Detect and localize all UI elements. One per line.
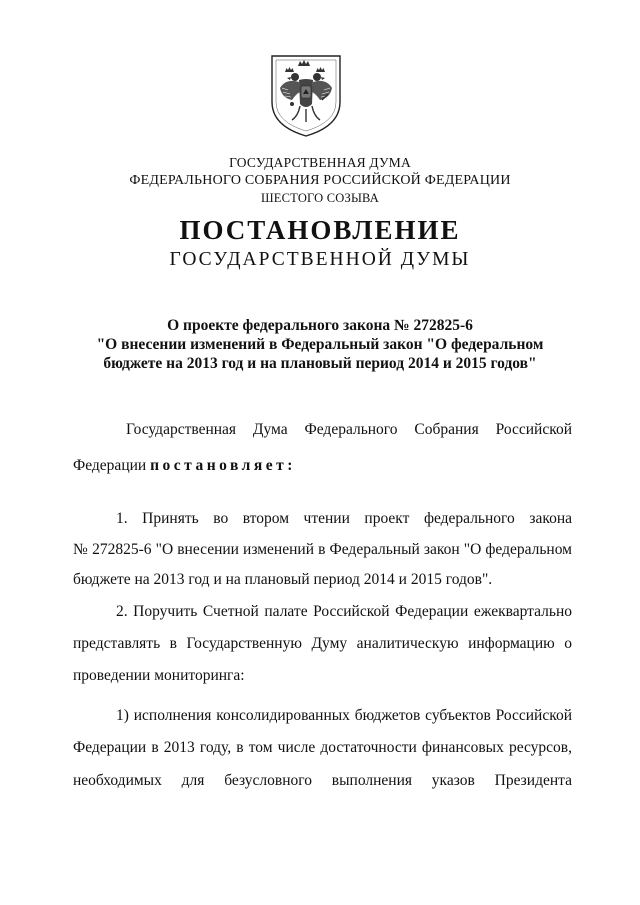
paragraph-line: 1. Принять во втором чтении проект федерального закона bbox=[116, 510, 572, 527]
document-subject bbox=[60, 316, 580, 373]
paragraph-line: необходимых для безусловного выполнения указов Президента bbox=[73, 772, 572, 789]
subject-line: О проекте федерального закона № 272825-6 bbox=[167, 317, 473, 334]
double-headed-eagle-icon bbox=[268, 52, 344, 138]
preamble-line: Государственная Дума Федерального Собрания Российской bbox=[126, 421, 572, 438]
resolution-verb: постановляет: bbox=[150, 457, 296, 474]
paragraph-line: 1) исполнения консолидированных бюджетов субъектов Российской bbox=[116, 707, 572, 724]
preamble-text: Федерации bbox=[73, 457, 147, 474]
paragraph-line: проведении мониторинга: bbox=[73, 667, 245, 684]
preamble-line bbox=[73, 456, 296, 476]
subject-line: "О внесении изменений в Федеральный закон "О федеральном bbox=[96, 336, 544, 353]
paragraph-line: № 272825-6 "О внесении изменений в Федеральный закон "О федеральном bbox=[73, 541, 572, 558]
institution-line: ФЕДЕРАЛЬНОГО СОБРАНИЯ РОССИЙСКОЙ ФЕДЕРАЦИИ bbox=[129, 173, 511, 188]
paragraph-line: представлять в Государственную Думу аналитическую информацию о bbox=[73, 635, 572, 652]
institution-line: ГОСУДАРСТВЕННАЯ ДУМА bbox=[229, 155, 411, 170]
convocation-line: ШЕСТОГО СОЗЫВА bbox=[260, 191, 380, 205]
paragraph-line: Федерации в 2013 году, в том числе достаточности финансовых ресурсов, bbox=[73, 739, 572, 756]
document-type-title: ПОСТАНОВЛЕНИЕ bbox=[179, 215, 461, 245]
issuer-title: ГОСУДАРСТВЕННОЙ ДУМЫ bbox=[169, 249, 471, 270]
paragraph-line: бюджете на 2013 год и на плановый период 2014 и 2015 годов". bbox=[73, 571, 493, 588]
subject-line: бюджете на 2013 год и на плановый период 2014 и 2015 годов" bbox=[103, 355, 537, 372]
paragraph-line: 2. Поручить Счетной палате Российской Федерации ежеквартально bbox=[116, 603, 572, 620]
